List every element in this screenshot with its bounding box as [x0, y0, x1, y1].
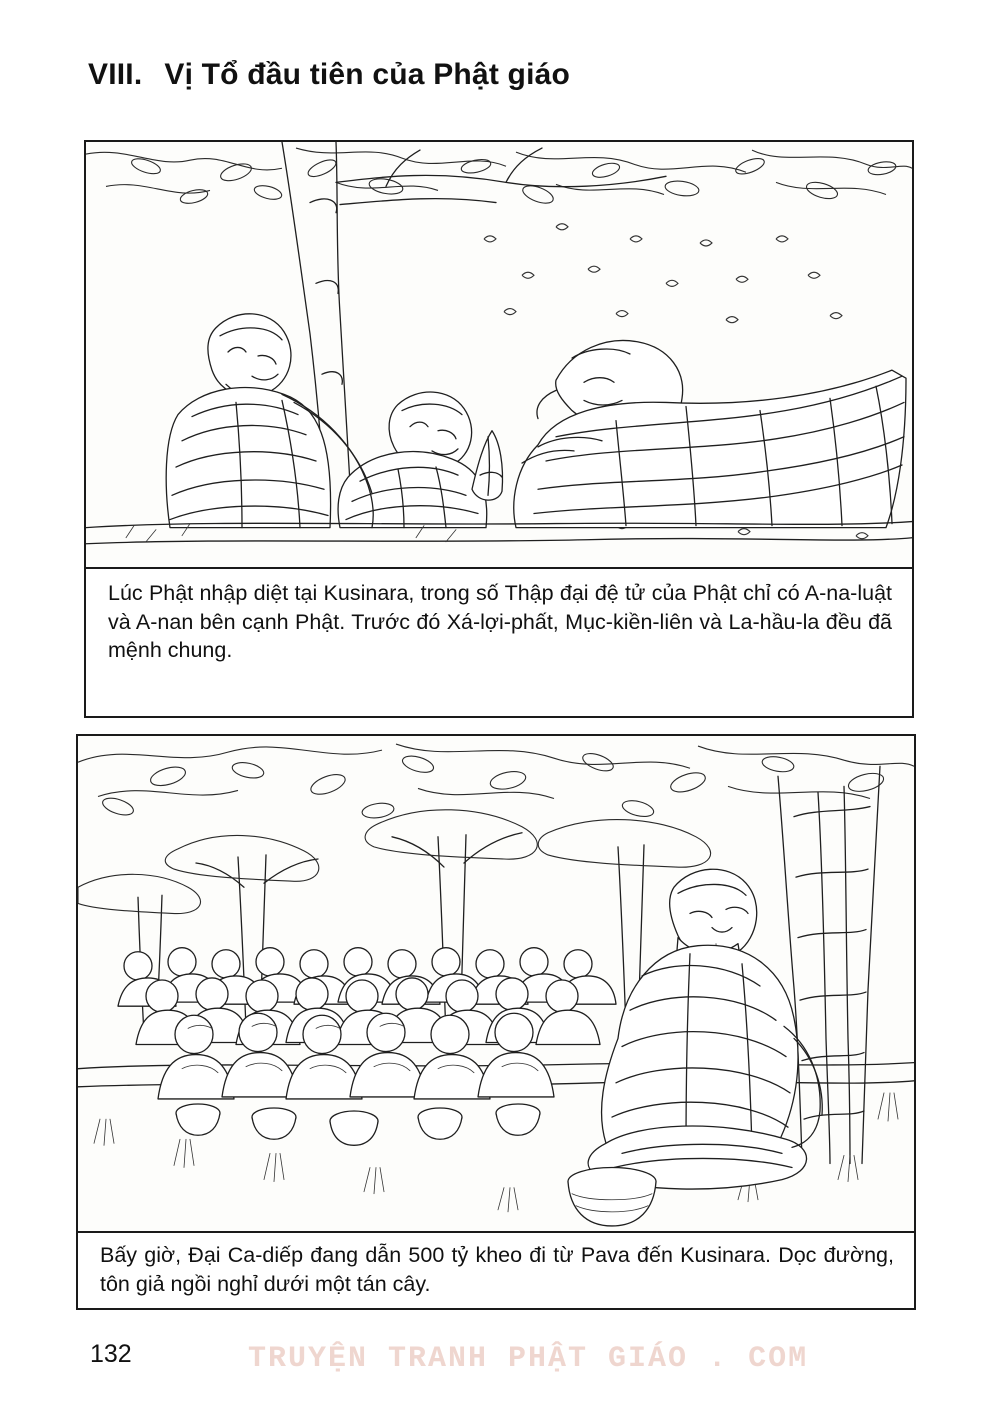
chapter-number: VIII.	[88, 58, 143, 91]
comic-panel-2	[76, 734, 916, 1310]
panel-2-caption: Bấy giờ, Đại Ca-diếp đang dẫn 500 tỷ kheo đi từ Pava đến Kusinara. Dọc đường, tôn giả ngồi nghỉ dưới một tán cây.	[100, 1243, 894, 1296]
site-watermark: TRUYỆN TRANH PHẬT GIÁO . COM	[248, 1342, 809, 1376]
panel-1-caption: Lúc Phật nhập diệt tại Kusinara, trong số Thập đại đệ tử của Phật chỉ có A-na-luật và A-nan bên cạnh Phật. Trước đó Xá-lợi-phất, Mục-kiền-liên và La-hầu-la đều đã mệnh chung.	[108, 581, 892, 663]
panel-1-illustration	[86, 142, 912, 569]
comic-panel-1	[84, 140, 914, 718]
chapter-title-text: Vị Tổ đầu tiên của Phật giáo	[164, 58, 571, 91]
panel-2-illustration	[78, 736, 914, 1233]
page-number: 132	[90, 1340, 132, 1368]
page-title	[88, 58, 570, 92]
